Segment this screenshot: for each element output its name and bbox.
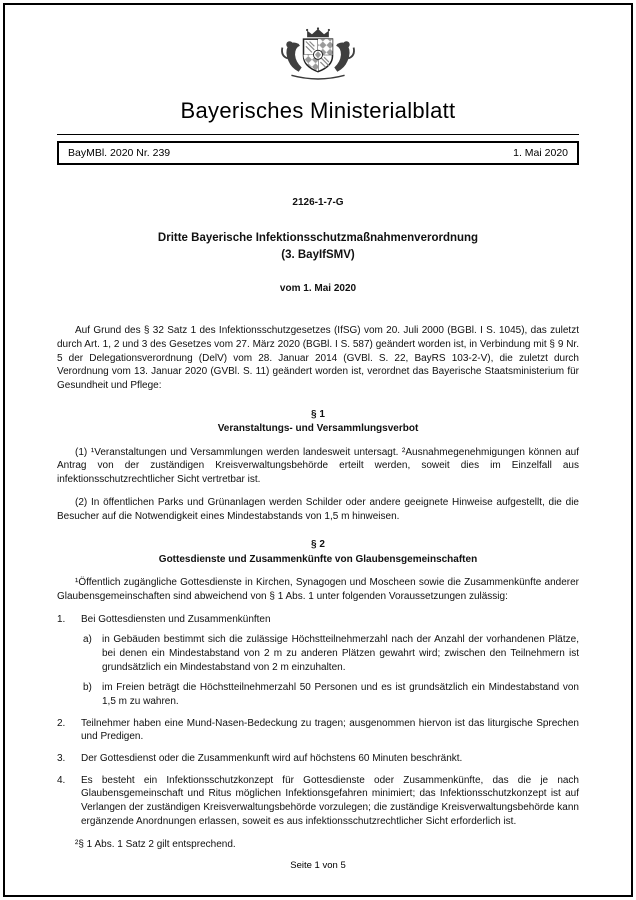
list-item-2 <box>57 717 579 744</box>
intro-paragraph: Auf Grund des § 32 Satz 1 des Infektionsschutzgesetzes (IfSG) vom 20. Juli 2000 (BGBl. I S. 1045), das zuletzt durch Art. 1, 2 und 3 des Gesetzes vom 27. März 2020 (BGBl. I S. 587) geändert worden ist, in Verbindung mit § 9 Nr. 5 der Delegationsverordnung (DelV) vom 28. Januar 2014 (GVBl. S. 22, BayRS 103-2-V), die zuletzt durch Verordnung vom 13. Januar 2020 (GVBl. S. 11) geändert worden ist, verordnet das Bayerische Staatsministerium für Gesundheit und Pflege: <box>57 325 579 392</box>
doc-enactment-date: vom 1. Mai 2020 <box>279 283 357 295</box>
issue-number: BayMBl. 2020 Nr. 239 <box>68 147 171 159</box>
section-1-heading <box>57 408 579 437</box>
section-2-title: Gottesdienste und Zusammenkünfte von Glaubensgemeinschaften <box>158 553 478 565</box>
bavarian-coat-of-arms-icon <box>275 27 361 85</box>
page-border-frame <box>3 3 633 897</box>
page-footer: Seite 1 von 5 <box>290 860 346 871</box>
doc-title-line2: (3. BayIfSMV) <box>281 248 355 261</box>
list-item-4-marker: 4. <box>57 774 66 786</box>
list-item-1a-marker: a) <box>83 634 92 646</box>
document-body <box>57 324 579 851</box>
list-item-4-text: Es besteht ein Infektionsschutzkonzept für Gottesdienste oder Zusammenkünfte, das die je nach Glaubensgemeinschaft und Ritus möglichen Infektionsgefahren minimiert; das Infektionsschutzkonzept ist auf Verlangen der zuständigen Kreisverwaltungsbehörde vorzulegen; die zuständige Kreisverwaltungsbehörde kann ergänzende Anordnungen erlassen, soweit es aus infektionsschutzrechtlicher Sicht erforderlich ist. <box>81 774 579 827</box>
list-item-1a <box>83 633 579 674</box>
section-1-paragraph-1: (1) ¹Veranstaltungen und Versammlungen werden landesweit untersagt. ²Ausnahmegenehmigungen können auf Antrag von der zuständigen Kreisverwaltungsbehörde erteilt werden, soweit dies im Einzelfall aus infektionsschutzrechtlicher Sicht vertretbar ist. <box>57 446 579 486</box>
section-1-title: Veranstaltungs- und Versammlungsverbot <box>217 423 419 435</box>
masthead-title: Bayerisches Ministerialblatt <box>180 98 456 123</box>
issue-bar <box>57 141 579 165</box>
list-item-1b-text: im Freien beträgt die Höchstteilnehmerzahl 50 Personen und es ist grundsätzlich ein Mindestabstand von 1,5 m zu wahren. <box>102 682 579 708</box>
list-item-2-text: Teilnehmer haben eine Mund-Nasen-Bedeckung zu tragen; ausgenommen hiervon ist das liturgische Sprechen und Predigen. <box>81 717 579 743</box>
list-item-3-text: Der Gottesdienst oder die Zusammenkunft wird auf höchstens 60 Minuten beschränkt. <box>81 753 463 765</box>
section-2-number: § 2 <box>311 539 325 551</box>
doc-title-line1: Dritte Bayerische Infektionsschutzmaßnahmenverordnung <box>157 232 479 244</box>
list-item-1b-marker: b) <box>83 682 92 694</box>
section-1-paragraph-2: (2) In öffentlichen Parks und Grünanlagen werden Schilder oder andere geeignete Hinweise aufgestellt, die die Besucher auf die Notwendigkeit eines Mindestabstands von 1,5 m hinweisen. <box>57 496 579 522</box>
list-item-1 <box>57 613 579 627</box>
masthead-rule <box>57 134 579 135</box>
list-item-1-marker: 1. <box>57 613 66 625</box>
section-2-intro-paragraph: ¹Öffentlich zugängliche Gottesdienste in Kirchen, Synagogen und Moscheen sowie die Zusammenkünfte anderer Glaubensgemeinschaften sind abweichend von § 1 Abs. 1 unter folgenden Voraussetzungen zulässig: <box>57 577 579 602</box>
list-item-1-text: Bei Gottesdiensten und Zusammenkünften <box>81 613 271 625</box>
list-item-2-marker: 2. <box>57 717 66 729</box>
list-item-1a-text: in Gebäuden bestimmt sich die zulässige Höchstteilnehmerzahl nach der Anzahl der vorhandenen Plätze, bei denen ein Mindestabstand von 2 m zu anderen Plätzen gewahrt wird; zwischen den Teilnehmern ist grundsätzlich ein Mindestabstand von 2 m einzuhalten. <box>102 634 579 673</box>
section-2-heading <box>57 538 579 567</box>
list-item-3 <box>57 752 579 766</box>
conditions-list <box>57 613 579 829</box>
list-item-3-marker: 3. <box>57 753 66 765</box>
doc-code: 2126-1-7-G <box>292 197 344 208</box>
issue-date: 1. Mai 2020 <box>513 147 568 159</box>
section-2-closing-sentence: ²§ 1 Abs. 1 Satz 2 gilt entsprechend. <box>75 838 236 850</box>
doc-title <box>57 230 579 263</box>
list-item-4 <box>57 774 579 829</box>
section-1-number: § 1 <box>311 408 325 420</box>
masthead-emblem <box>57 27 579 90</box>
list-item-1b <box>83 681 579 708</box>
